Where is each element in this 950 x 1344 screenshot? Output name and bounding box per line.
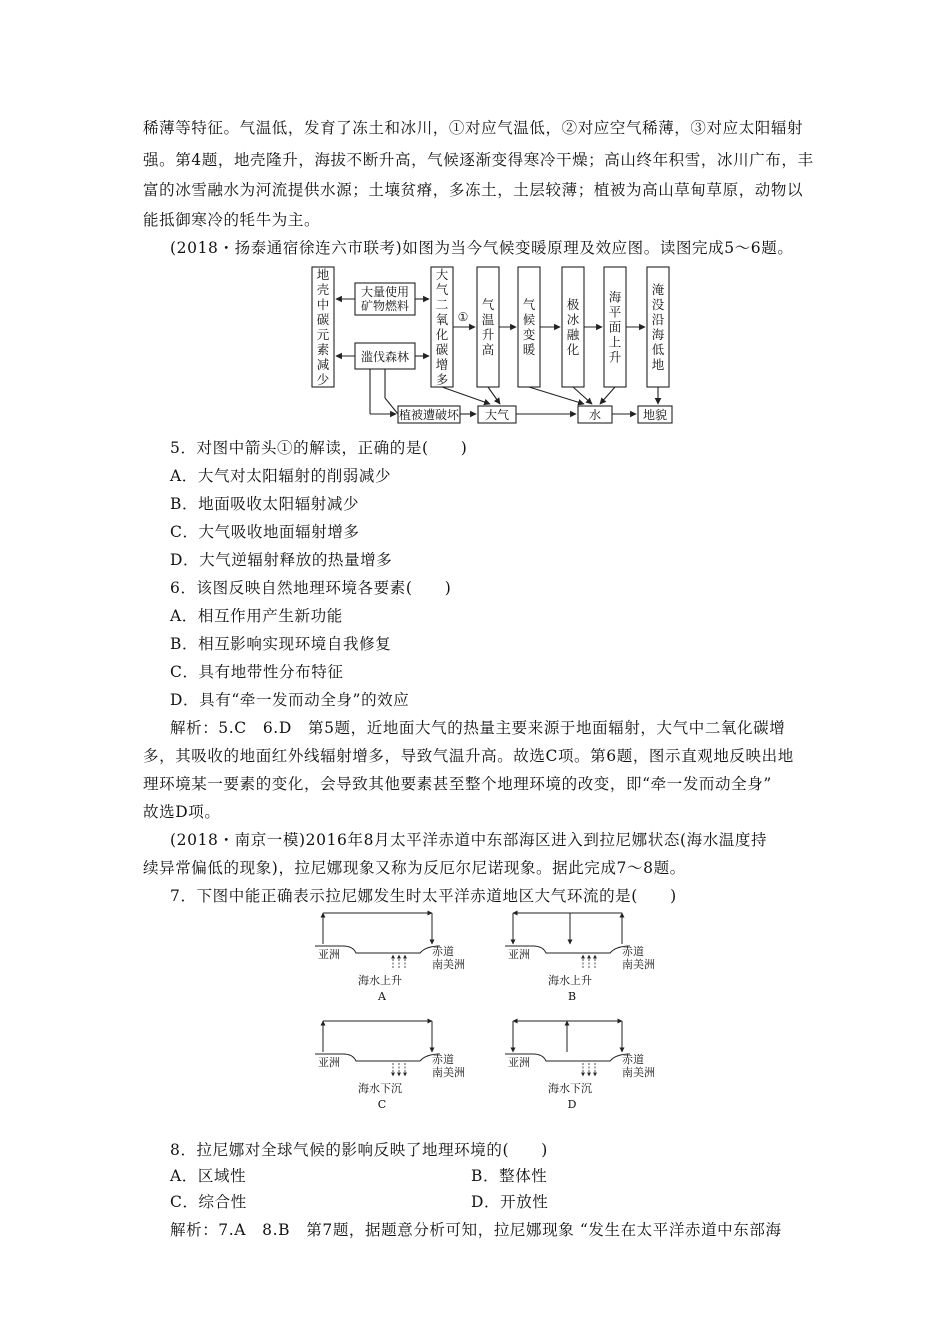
south-america-label: 南美洲 xyxy=(622,958,655,971)
temperature-rise-box: 气温升高 xyxy=(481,297,495,357)
coastal-flooding-box: 淹没沿海低地 xyxy=(651,282,665,372)
question-7-stem: 7．下图中能正确表示拉尼娜发生时太平洋赤道地区大气环流的是( ) xyxy=(170,887,677,905)
equator-label: 赤道 xyxy=(432,1053,454,1066)
equator-label: 赤道 xyxy=(622,1053,644,1066)
text-line: 能抵御寒冷的牦牛为主。 xyxy=(143,211,321,229)
equator-label: 赤道 xyxy=(622,945,644,958)
climate-warming-box: 气候变暖 xyxy=(522,297,536,357)
answer-text: 解析：7.A 8.B 第7题，据题意分析可知，拉尼娜现象 “发生在太平洋赤道中东部海 xyxy=(170,1221,782,1239)
water-label: 水 xyxy=(588,408,602,422)
q6-option-d: D．具有“牵一发而动全身”的效应 xyxy=(170,691,410,709)
asia-label: 亚洲 xyxy=(508,948,530,961)
question-intro: (2018・扬泰通宿徐连六市联考)如图为当今气候变暖原理及效应图。读图完成5～6题。 xyxy=(170,239,794,257)
answer-text: 故选D项。 xyxy=(143,803,221,821)
question-8-stem: 8．拉尼娜对全球气候的影响反映了地理环境的( ) xyxy=(170,1141,548,1159)
panel-letter: B xyxy=(567,990,577,1003)
sea-label: 海水下沉 xyxy=(358,1082,402,1095)
deforestation-label: 滥伐森林 xyxy=(360,350,410,364)
q5-option-c: C．大气吸收地面辐射增多 xyxy=(170,523,360,541)
q8-option-a: A．区域性 xyxy=(170,1167,247,1185)
vegetation-label: 植被遭破坏 xyxy=(398,408,460,422)
question-6-stem: 6．该图反映自然地理环境各要素( ) xyxy=(170,579,452,597)
fuel-text-1: 大量使用 xyxy=(360,285,410,299)
asia-label: 亚洲 xyxy=(508,1056,530,1069)
atmosphere-label: 大气 xyxy=(484,408,510,422)
panel-letter: C xyxy=(377,1098,387,1111)
crust-carbon-box: 地壳中碳元素减少 xyxy=(316,267,330,387)
q5-option-b: B．地面吸收太阳辐射减少 xyxy=(170,495,360,513)
q8-option-b: B．整体性 xyxy=(471,1167,548,1185)
text-line: 强。第4题，地壳隆升，海拔不断升高，气候逐渐变得寒冷干燥；高山终年积雪，冰川广布，丰 xyxy=(143,151,814,169)
sea-label: 海水上升 xyxy=(358,974,402,987)
question-5-stem: 5．对图中箭头①的解读，正确的是( ) xyxy=(170,439,468,457)
co2-increase-box: 大气二氧化碳增多 xyxy=(435,267,449,387)
asia-label: 亚洲 xyxy=(318,1056,340,1069)
text-line: 稀薄等特征。气温低，发育了冻土和冰川，①对应气温低，②对应空气稀薄，③对应太阳辐射 xyxy=(143,119,804,137)
sea-level-rise-box: 海平面上升 xyxy=(608,289,622,365)
landform-label: 地貌 xyxy=(642,408,668,422)
q6-option-b: B．相互影响实现环境自我修复 xyxy=(170,635,392,653)
panel-letter: D xyxy=(567,1098,577,1111)
south-america-label: 南美洲 xyxy=(622,1066,655,1079)
sea-label: 海水上升 xyxy=(548,974,592,987)
panel-letter: A xyxy=(378,990,386,1003)
svg-text:大量使用矿物燃料 xyxy=(361,284,409,313)
south-america-label: 南美洲 xyxy=(432,958,465,971)
q6-option-c: C．具有地带性分布特征 xyxy=(170,663,344,681)
q8-option-d: D．开放性 xyxy=(471,1193,549,1211)
question-intro: 续异常偏低的现象)，拉尼娜现象又称为反厄尔尼诺现象。据此完成7～8题。 xyxy=(143,859,686,877)
asia-label: 亚洲 xyxy=(318,948,340,961)
q5-option-d: D．大气逆辐射释放的热量增多 xyxy=(170,551,393,569)
equator-label: 赤道 xyxy=(432,945,454,958)
circulation-diagram xyxy=(300,906,680,1120)
q8-option-c: C．综合性 xyxy=(170,1193,247,1211)
q6-option-a: A．相互作用产生新功能 xyxy=(170,607,343,625)
text-line: 富的冰雪融水为河流提供水源；土壤贫瘠，多冻土，土层较薄；植被为高山草甸草原，动物以 xyxy=(143,181,804,199)
question-intro: (2018・南京一模)2016年8月太平洋赤道中东部海区进入到拉尼娜状态(海水温度持 xyxy=(170,831,768,849)
answer-text: 解析：5.C 6.D 第5题，近地面大气的热量主要来源于地面辐射，大气中二氧化碳增 xyxy=(170,719,786,737)
sea-label: 海水下沉 xyxy=(548,1082,592,1095)
answer-text: 多，其吸收的地面红外线辐射增多，导致气温升高。故选C项。第6题，图示直观地反映出地 xyxy=(143,747,794,765)
ice-melting-box: 极冰融化 xyxy=(566,297,580,357)
arrow-1-label: ① xyxy=(457,310,469,324)
answer-text: 理环境某一要素的变化，会导致其他要素甚至整个地理环境的改变，即“牵一发而动全身” xyxy=(143,775,772,793)
south-america-label: 南美洲 xyxy=(432,1066,465,1079)
fuel-text-2: 矿物燃料 xyxy=(360,299,410,313)
climate-warming-diagram xyxy=(300,258,680,428)
q5-option-a: A．大气对太阳辐射的削弱减少 xyxy=(170,467,392,485)
